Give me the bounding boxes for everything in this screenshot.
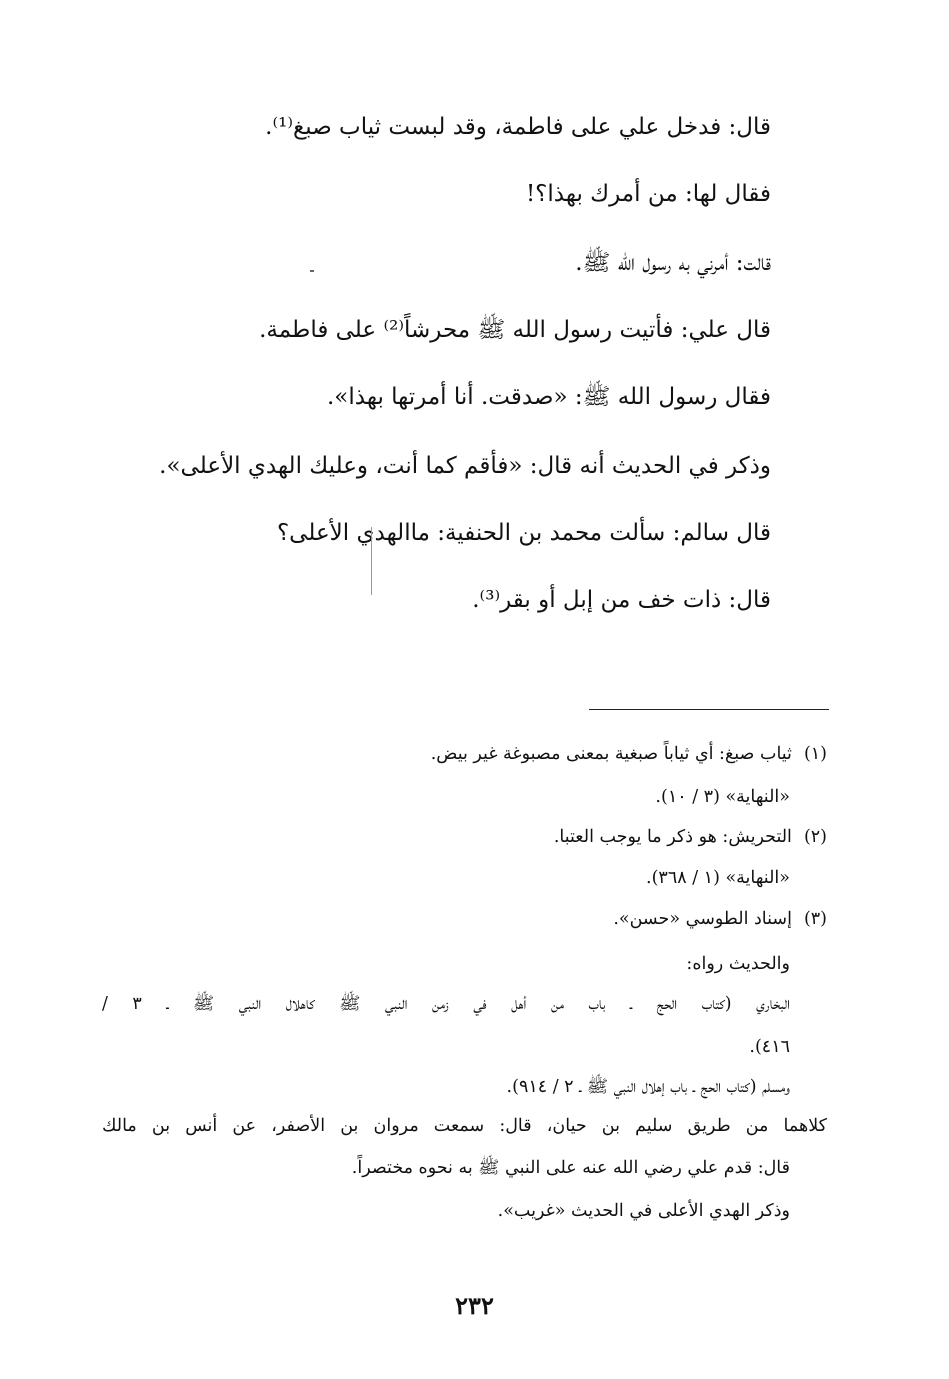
footnote-3-line-7: قال: قدم علي رضي الله عنه على النبي ﷺ به نحوه مختصراً. [351,1158,790,1178]
footnote-2-text: التحريش: هو ذكر ما يوجب العتبا. [553,827,792,847]
footnote-2-number: (٢) [803,827,827,847]
page-number: ٢٣٢ [455,1291,494,1320]
text-line-6: وذكر في الحديث أنه قال: «فأقم كما أنت، وعليك الهدي الأعلى». [159,453,771,479]
footnote-3-line-5: ومسلم (كتاب الحج ـ باب إهلال النبي ﷺ ـ ٢ / ٩١٤). [506,1077,790,1097]
footnote-2-source: «النهاية» (١ / ٣٦٨). [646,868,790,888]
scan-mark [310,270,314,272]
footnote-3-text: إسناد الطوسي «حسن». [613,909,792,929]
footnote-separator [589,709,829,710]
footnote-3 [613,904,827,934]
text-line-2: فقال لها: من أمرك بهذا؟! [525,181,771,207]
text-line-5: فقال رسول الله ﷺ: «صدقت. أنا أمرتها بهذا». [327,384,771,410]
footnote-3-line-4: ٤١٦). [749,1037,790,1057]
scan-mark-line [371,527,372,595]
footnote-3-line-3: البخاري (كتاب الحج ـ باب من أهل في زمن النبي ﷺ كاهلال النبي ﷺ ـ ٣ / [102,994,790,1014]
footnote-1-number: (١) [803,744,827,764]
footnote-3-number: (٣) [803,909,827,929]
footnote-3-line-2: والحديث رواه: [686,954,790,974]
footnote-1 [431,739,827,769]
footnote-2 [554,822,827,852]
footnote-3-line-8: وذكر الهدي الأعلى في الحديث «غريب». [497,1201,790,1221]
text-line-7: قال سالم: سألت محمد بن الحنفية: ماالهدي الأعلى؟ [276,520,771,546]
footnote-1-text: ثياب صبغ: أي ثياباً صبغية بمعنى مصبوغة غير بيض. [430,744,792,764]
footnote-1-source: «النهاية» (٣ / ١٠). [655,787,790,807]
footnote-3-line-6: كلاهما من طريق سليم بن حيان، قال: سمعت مروان بن الأصفر، عن أنس بن مالك [102,1116,827,1136]
text-line-1: قال: فدخل علي على فاطمة، وقد لبست ثياب صبغ⁽¹⁾. [265,114,771,140]
text-line-8: قال: ذات خف من إبل أو بقر⁽³⁾. [472,587,771,613]
text-line-3: قالت: أمرني به رسول الله ﷺ. [575,250,771,276]
text-line-4: قال علي: فأتيت رسول الله ﷺ محرشاً⁽²⁾ على فاطمة. [259,317,771,343]
